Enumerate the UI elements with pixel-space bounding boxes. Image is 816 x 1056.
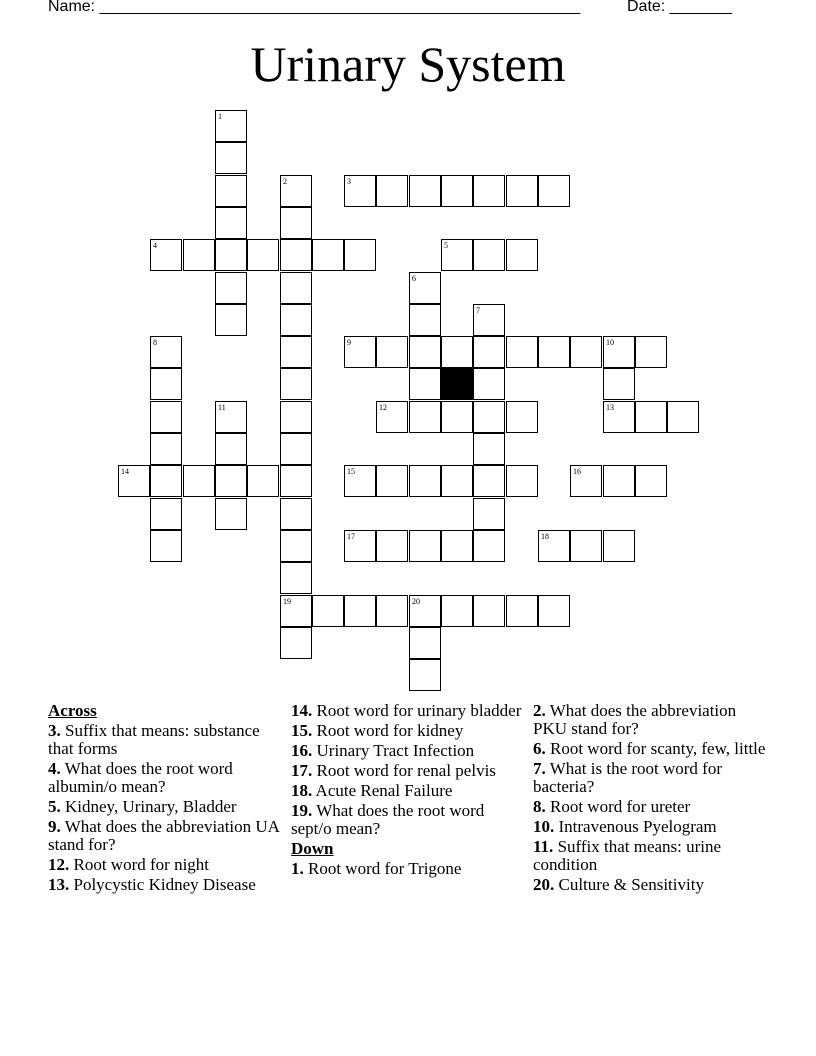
grid-cell[interactable] [150, 239, 182, 271]
across-clue [48, 818, 283, 854]
clue-text: Culture & Sensitivity [554, 875, 704, 894]
grid-cell[interactable] [603, 465, 635, 497]
grid-cell[interactable] [344, 530, 376, 562]
clue-number-label: 12. [48, 855, 70, 874]
grid-cell[interactable] [538, 595, 570, 627]
grid-cell[interactable] [506, 401, 538, 433]
grid-cell[interactable] [118, 465, 150, 497]
grid-cell[interactable] [473, 175, 505, 207]
clue-number: 8 [153, 338, 157, 347]
grid-cell[interactable] [441, 336, 473, 368]
date-field-label: Date: _______ [627, 0, 732, 15]
grid-cell[interactable] [635, 465, 667, 497]
grid-cell[interactable] [409, 401, 441, 433]
grid-cell[interactable] [473, 465, 505, 497]
grid-cell[interactable] [473, 498, 505, 530]
clue-number: 18 [541, 532, 549, 541]
grid-cell[interactable] [441, 401, 473, 433]
grid-cell[interactable] [409, 304, 441, 336]
across-clue [291, 742, 526, 760]
clue-number: 20 [412, 597, 420, 606]
name-field-label: Name: ______________________________________________________ [48, 0, 581, 15]
grid-cell[interactable] [280, 627, 312, 659]
clue-text: Suffix that means: substance that forms [48, 721, 260, 758]
grid-cell[interactable] [280, 272, 312, 304]
grid-cell[interactable] [312, 595, 344, 627]
clue-text: What does the root word albumin/o mean? [48, 759, 233, 796]
clue-number: 10 [606, 338, 614, 347]
clue-number: 6 [412, 274, 416, 283]
grid-cell[interactable] [280, 595, 312, 627]
clue-text: What does the root word sept/o mean? [291, 801, 485, 838]
grid-cell[interactable] [280, 304, 312, 336]
grid-cell[interactable] [215, 110, 247, 142]
grid-cell[interactable] [473, 304, 505, 336]
clue-column-1 [48, 702, 283, 896]
grid-cell[interactable] [538, 336, 570, 368]
clue-text: Root word for night [69, 855, 210, 874]
grid-cell[interactable] [635, 336, 667, 368]
across-clue [291, 762, 526, 780]
clue-number: 2 [283, 177, 287, 186]
grid-cell[interactable] [183, 465, 215, 497]
down-heading: Down [291, 839, 334, 858]
clue-text: Kidney, Urinary, Bladder [60, 797, 237, 816]
clue-number-label: 10. [533, 817, 555, 836]
grid-cell[interactable] [344, 336, 376, 368]
clue-text: Root word for scanty, few, little [545, 739, 766, 758]
clue-number-label: 13. [48, 875, 70, 894]
across-clue [48, 856, 283, 874]
grid-cell[interactable] [506, 595, 538, 627]
grid-cell[interactable] [215, 401, 247, 433]
grid-cell[interactable] [280, 433, 312, 465]
grid-cell[interactable] [215, 207, 247, 239]
grid-cell[interactable] [603, 368, 635, 400]
grid-cell[interactable] [441, 530, 473, 562]
grid-cell[interactable] [409, 272, 441, 304]
clue-number: 1 [218, 112, 222, 121]
grid-cell[interactable] [409, 368, 441, 400]
grid-cell[interactable] [344, 239, 376, 271]
grid-cell[interactable] [376, 595, 408, 627]
clue-text: Urinary Tract Infection [312, 741, 475, 760]
clue-number: 16 [573, 467, 581, 476]
clue-number: 3 [347, 177, 351, 186]
clue-number-label: 18. [291, 781, 313, 800]
grid-cell[interactable] [376, 465, 408, 497]
clue-number-label: 8. [533, 797, 546, 816]
grid-cell[interactable] [409, 175, 441, 207]
clue-number: 13 [606, 403, 614, 412]
grid-cell[interactable] [473, 336, 505, 368]
grid-cell[interactable] [473, 530, 505, 562]
clue-number-label: 4. [48, 759, 61, 778]
grid-cell[interactable] [570, 336, 602, 368]
grid-cell[interactable] [409, 659, 441, 691]
clue-text: Intravenous Pyelogram [554, 817, 717, 836]
grid-cell[interactable] [215, 272, 247, 304]
grid-cell[interactable] [570, 465, 602, 497]
blocked-cell [441, 368, 473, 400]
clue-number-label: 6. [533, 739, 546, 758]
grid-cell[interactable] [376, 401, 408, 433]
clue-text: What does the abbreviation PKU stand for? [533, 701, 737, 738]
clue-number-label: 7. [533, 759, 546, 778]
grid-cell[interactable] [538, 175, 570, 207]
across-clue [48, 798, 283, 816]
grid-cell[interactable] [247, 465, 279, 497]
grid-cell[interactable] [280, 530, 312, 562]
across-clue [291, 802, 526, 838]
grid-cell[interactable] [603, 401, 635, 433]
clue-text: Root word for Trigone [303, 859, 462, 878]
across-heading: Across [48, 701, 97, 720]
clue-text: Root word for kidney [312, 721, 464, 740]
grid-cell[interactable] [570, 530, 602, 562]
grid-cell[interactable] [376, 175, 408, 207]
clue-number-label: 11. [533, 837, 554, 856]
clue-number-label: 3. [48, 721, 61, 740]
down-clue [533, 798, 773, 816]
grid-cell[interactable] [215, 304, 247, 336]
across-clue [48, 722, 283, 758]
grid-cell[interactable] [150, 336, 182, 368]
grid-cell[interactable] [215, 175, 247, 207]
clue-text: Polycystic Kidney Disease [69, 875, 256, 894]
grid-cell[interactable] [312, 239, 344, 271]
clue-number-label: 19. [291, 801, 313, 820]
grid-cell[interactable] [473, 368, 505, 400]
grid-cell[interactable] [376, 530, 408, 562]
grid-cell[interactable] [183, 239, 215, 271]
clue-number: 17 [347, 532, 355, 541]
clue-number-label: 16. [291, 741, 313, 760]
grid-cell[interactable] [280, 368, 312, 400]
clue-number: 14 [121, 467, 129, 476]
grid-cell[interactable] [280, 175, 312, 207]
down-clue [533, 838, 773, 874]
grid-cell[interactable] [215, 433, 247, 465]
grid-cell[interactable] [280, 465, 312, 497]
grid-cell[interactable] [409, 595, 441, 627]
clue-number: 9 [347, 338, 351, 347]
clue-number-label: 14. [291, 701, 313, 720]
grid-cell[interactable] [506, 336, 538, 368]
clue-number: 5 [444, 241, 448, 250]
grid-cell[interactable] [409, 465, 441, 497]
down-clue [533, 818, 773, 836]
grid-cell[interactable] [150, 498, 182, 530]
grid-cell[interactable] [215, 465, 247, 497]
down-clue [533, 760, 773, 796]
clue-number: 12 [379, 403, 387, 412]
clue-number: 7 [476, 306, 480, 315]
grid-cell[interactable] [150, 465, 182, 497]
clue-text: What is the root word for bacteria? [533, 759, 723, 796]
grid-cell[interactable] [441, 239, 473, 271]
clue-number-label: 20. [533, 875, 555, 894]
grid-cell[interactable] [150, 401, 182, 433]
clue-number-label: 2. [533, 701, 546, 720]
clue-number: 19 [283, 597, 291, 606]
grid-cell[interactable] [603, 336, 635, 368]
page-title: Urinary System [250, 36, 566, 92]
down-clue [533, 702, 773, 738]
grid-cell[interactable] [215, 239, 247, 271]
grid-cell[interactable] [150, 433, 182, 465]
clue-text: Suffix that means: urine condition [533, 837, 722, 874]
grid-cell[interactable] [409, 627, 441, 659]
grid-cell[interactable] [506, 175, 538, 207]
across-clue [291, 702, 526, 720]
grid-cell[interactable] [603, 530, 635, 562]
clue-number-label: 5. [48, 797, 61, 816]
clue-number-label: 17. [291, 761, 313, 780]
clue-number-label: 15. [291, 721, 313, 740]
grid-cell[interactable] [344, 175, 376, 207]
grid-cell[interactable] [506, 239, 538, 271]
clue-number: 11 [218, 403, 226, 412]
grid-cell[interactable] [441, 465, 473, 497]
across-clue [48, 876, 283, 894]
clue-text: Root word for ureter [545, 797, 691, 816]
down-clue [533, 740, 773, 758]
grid-cell[interactable] [150, 530, 182, 562]
across-clue [48, 760, 283, 796]
clue-text: Root word for urinary bladder [312, 701, 522, 720]
grid-cell[interactable] [247, 239, 279, 271]
grid-cell[interactable] [150, 368, 182, 400]
grid-cell[interactable] [215, 498, 247, 530]
grid-cell[interactable] [344, 595, 376, 627]
clue-number-label: 1. [291, 859, 304, 878]
grid-cell[interactable] [473, 595, 505, 627]
clue-number: 15 [347, 467, 355, 476]
clue-number-label: 9. [48, 817, 61, 836]
clue-column-2 [291, 702, 526, 880]
down-clue [291, 860, 526, 878]
grid-cell[interactable] [473, 239, 505, 271]
clue-text: Root word for renal pelvis [312, 761, 496, 780]
grid-cell[interactable] [409, 336, 441, 368]
grid-cell[interactable] [280, 562, 312, 594]
grid-cell[interactable] [344, 465, 376, 497]
grid-cell[interactable] [538, 530, 570, 562]
grid-cell[interactable] [280, 336, 312, 368]
grid-cell[interactable] [409, 530, 441, 562]
across-clue [291, 782, 526, 800]
grid-cell[interactable] [280, 498, 312, 530]
grid-cell[interactable] [667, 401, 699, 433]
down-clue [533, 876, 773, 894]
grid-cell[interactable] [473, 433, 505, 465]
grid-cell[interactable] [280, 239, 312, 271]
grid-cell[interactable] [441, 595, 473, 627]
grid-cell[interactable] [280, 401, 312, 433]
grid-cell[interactable] [473, 401, 505, 433]
clue-number: 4 [153, 241, 157, 250]
grid-cell[interactable] [280, 207, 312, 239]
grid-cell[interactable] [376, 336, 408, 368]
grid-cell[interactable] [441, 175, 473, 207]
grid-cell[interactable] [215, 142, 247, 174]
grid-cell[interactable] [506, 465, 538, 497]
across-clue [291, 722, 526, 740]
grid-cell[interactable] [635, 401, 667, 433]
clue-text: What does the abbreviation UA stand for? [48, 817, 280, 854]
clue-text: Acute Renal Failure [312, 781, 453, 800]
clue-column-3 [533, 702, 773, 896]
